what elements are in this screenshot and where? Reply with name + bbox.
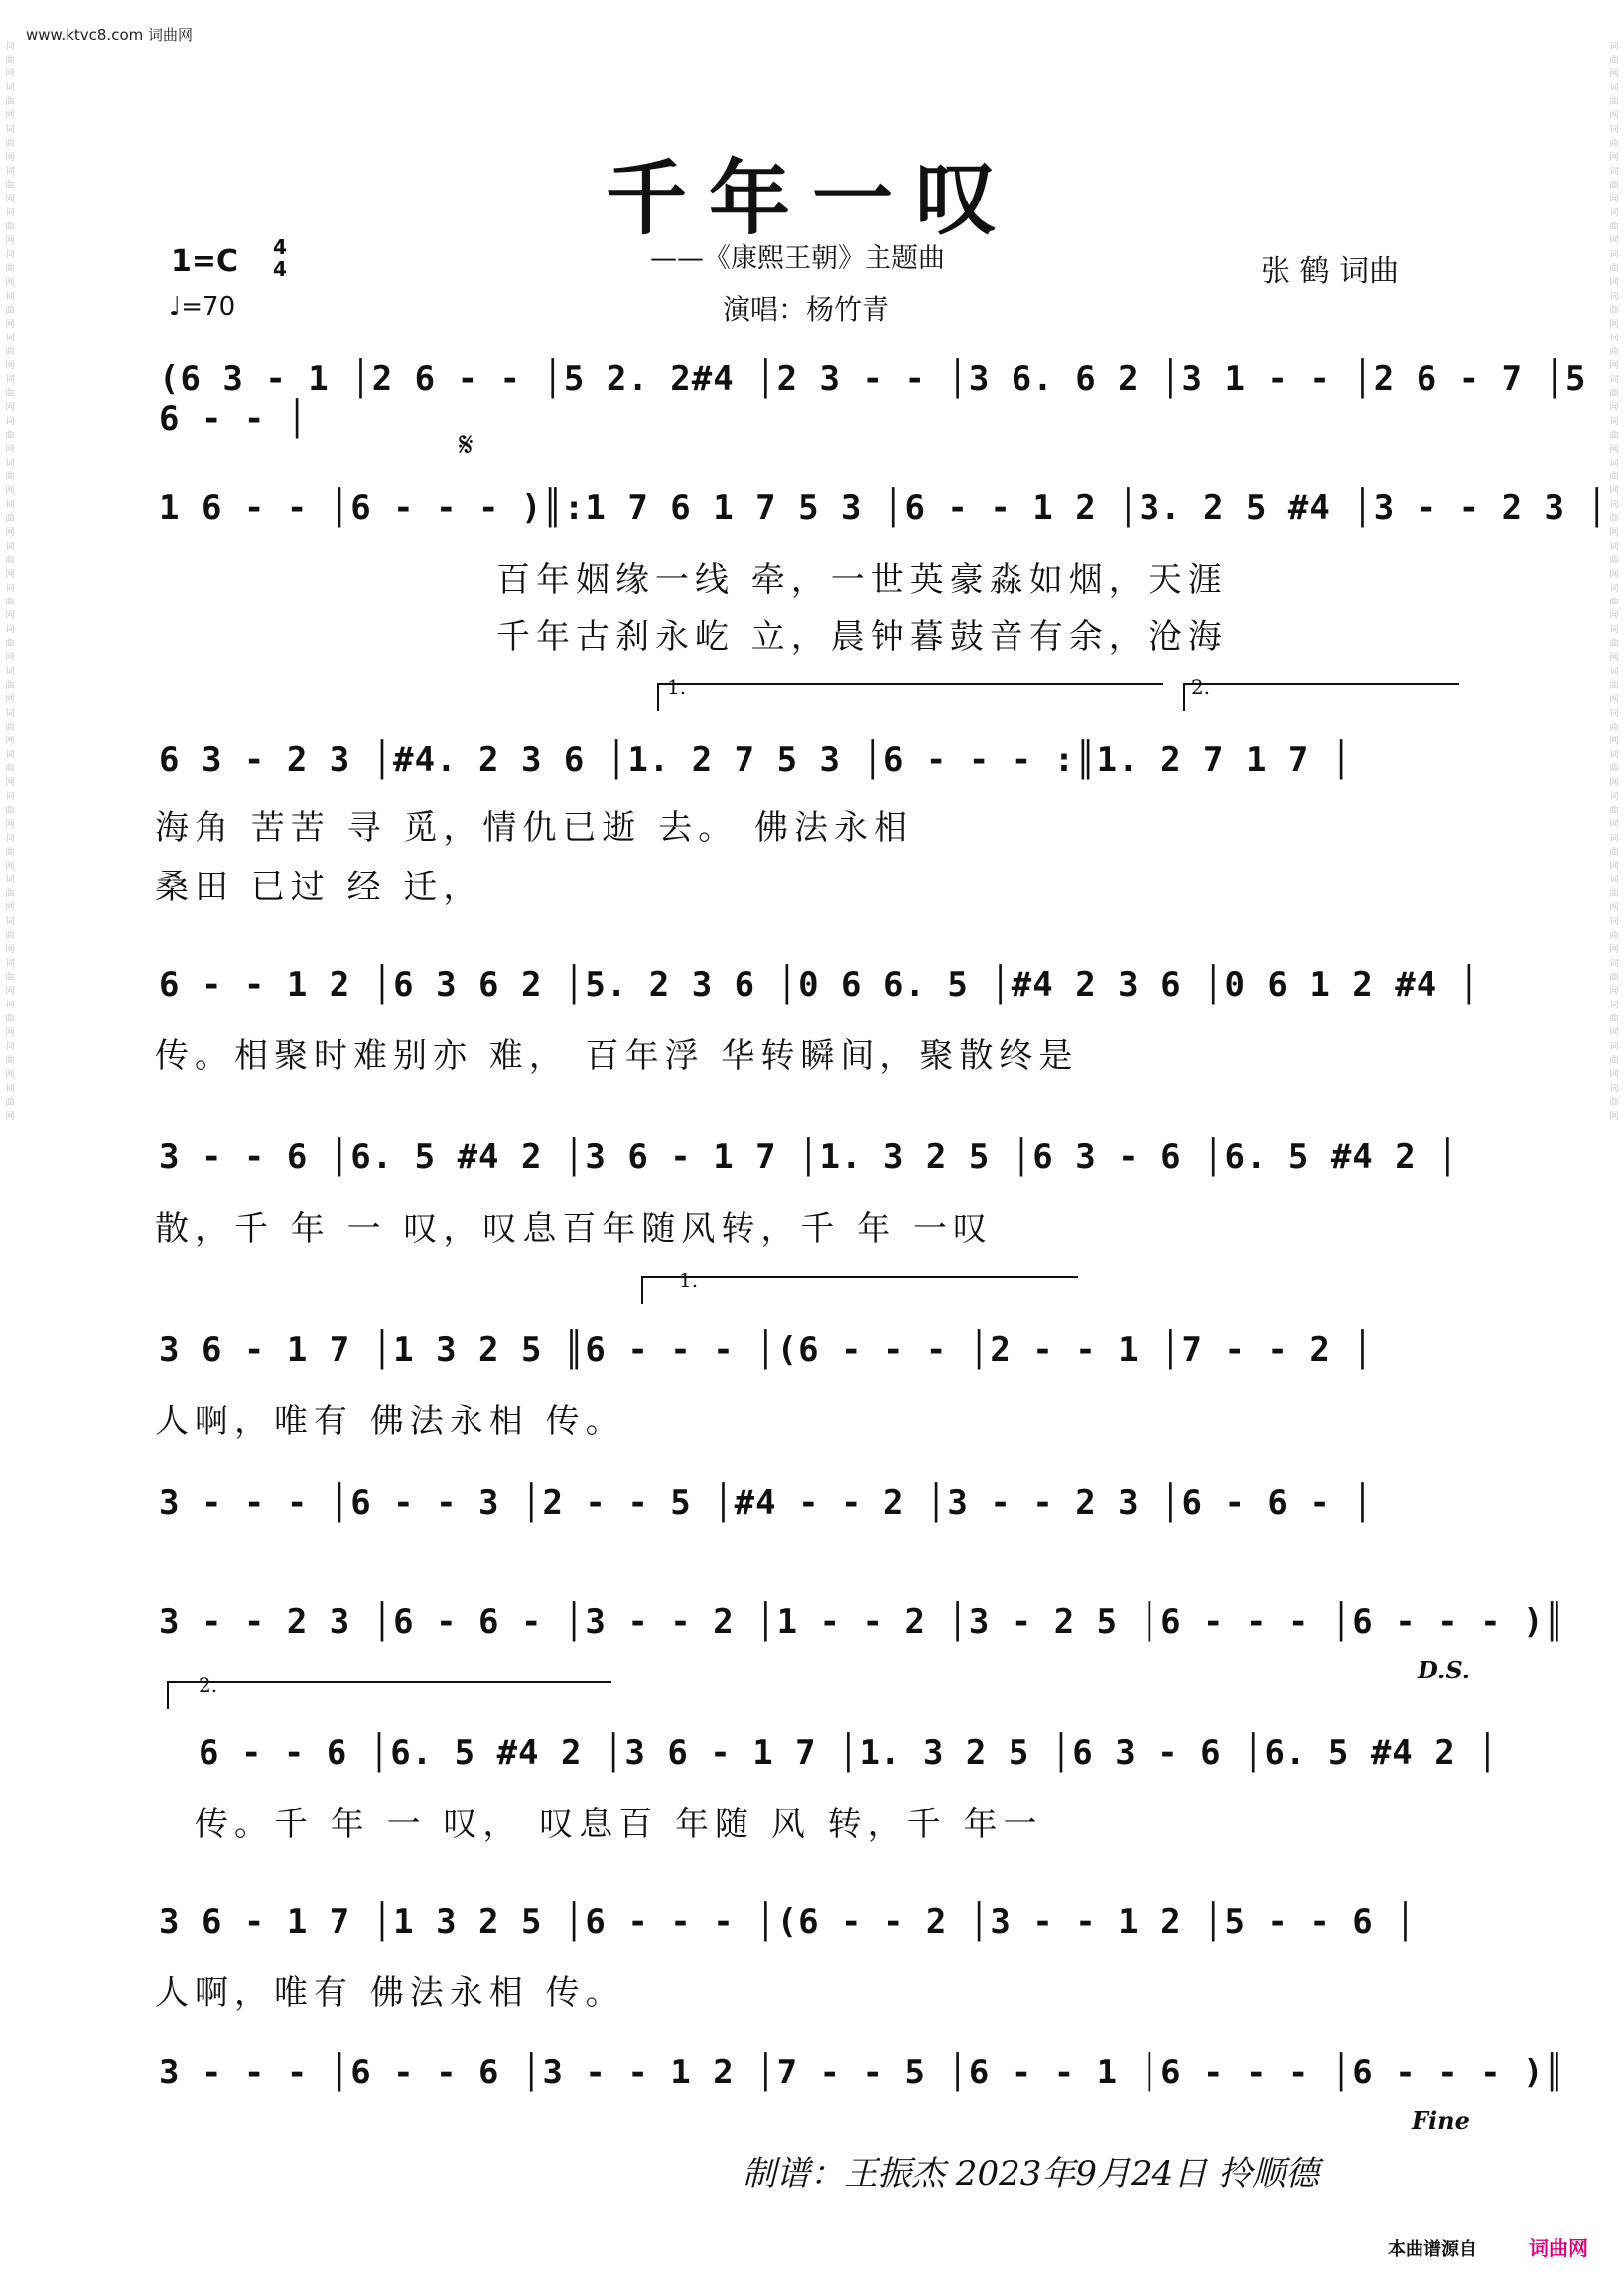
lyric-row-9: 传。千 年 一 叹， 叹息百 年随 风 转，千 年一 [195, 1805, 1043, 1844]
volta-1-bracket [657, 683, 659, 711]
score-row-2: 1 6 - - │6 - - - )║:1 7 6 1 7 5 3 │6 - - 1 2 │3. 2 5 #4 │3 - - 2 3 │ [159, 488, 1608, 528]
transcriber-credit: 制谱：王振杰 2023年9月24日 拎顺德 [743, 2154, 1320, 2194]
lyric-row-6: 人啊，唯有 佛法永相 传。 [155, 1402, 625, 1441]
lyric-row-10: 人啊，唯有 佛法永相 传。 [155, 1973, 625, 2013]
score-row-3: 6 3 - 2 3 │#4. 2 3 6 │1. 2 7 5 3 │6 - - - :║1. 2 7 1 7 │ [159, 740, 1353, 780]
lyric-row-2b: 千年古刹永屹 立，晨钟暮鼓音有余，沧海 [496, 617, 1228, 657]
score-row-4: 6 - - 1 2 │6 3 6 2 │5. 2 3 6 │0 6 6. 5 │#4 2 3 6 │0 6 1 2 #4 │ [159, 965, 1481, 1005]
segno-sign: 𝄋 [459, 425, 474, 465]
tempo-marking: ♩=70 [169, 292, 236, 322]
time-bottom: 4 [273, 257, 287, 281]
subtitle: ——《康熙王朝》主题曲 [650, 243, 945, 274]
site-url[interactable]: www.ktvc8.com 词曲网 [26, 26, 194, 44]
ds-marking: D.S. [1418, 1656, 1471, 1684]
score-row-10: 3 6 - 1 7 │1 3 2 5 │6 - - - │(6 - - 2 │3 - - 1 2 │5 - - 6 │ [159, 1902, 1417, 1942]
volta-1-label: 1. [667, 675, 687, 699]
score-row-11: 3 - - - │6 - - 6 │3 - - 1 2 │7 - - 5 │6 - - 1 │6 - - - │6 - - - )║ [159, 2053, 1566, 2092]
author-credit: 张 鹤 词曲 [1261, 254, 1400, 289]
volta-2b-line [167, 1681, 611, 1683]
brand-logo[interactable]: 词曲网 [1529, 2236, 1588, 2260]
side-watermark-right: 词曲网词曲网词曲网词曲网词曲网词曲网词曲网词曲网词曲网词曲网词曲网词曲网词曲网词曲网词曲网词曲网词曲网词曲网词曲网词曲网词曲网词曲网词曲网词曲网词曲网词曲网 [1609, 42, 1619, 1122]
volta-2b-bracket [167, 1681, 169, 1709]
fine-marking: Fine [1412, 2106, 1470, 2135]
song-title: 千年一叹 [605, 151, 1018, 246]
lyric-row-5: 散，千 年 一 叹，叹息百年随风转，千 年 一叹 [155, 1209, 994, 1249]
volta-1-line [657, 683, 1163, 685]
lyric-row-3b: 桑田 已过 经 迁， [155, 868, 483, 907]
volta-1b-label: 1. [679, 1269, 699, 1292]
score-row-6: 3 6 - 1 7 │1 3 2 5 ║6 - - - │(6 - - - │2 - - 1 │7 - - 2 │ [159, 1330, 1374, 1370]
lyric-row-2a: 百年姻缘一线 牵，一世英豪淼如烟，天涯 [496, 560, 1228, 600]
volta-2-label: 2. [1191, 675, 1211, 699]
volta-1b-bracket [641, 1276, 643, 1304]
score-row-9: 6 - - 6 │6. 5 #4 2 │3 6 - 1 7 │1. 3 2 5 │6 3 - 6 │6. 5 #4 2 │ [199, 1733, 1499, 1773]
singer-credit: 演唱：杨竹青 [723, 293, 890, 326]
time-top: 4 [273, 235, 287, 259]
key-signature: 1=C [171, 244, 239, 279]
source-label: 本曲谱源自 [1388, 2239, 1477, 2260]
volta-2-line [1183, 683, 1459, 685]
side-watermark-left: 词曲网词曲网词曲网词曲网词曲网词曲网词曲网词曲网词曲网词曲网词曲网词曲网词曲网词曲网词曲网词曲网词曲网词曲网词曲网词曲网词曲网词曲网词曲网词曲网词曲网词曲网 [5, 42, 15, 1122]
score-row-7: 3 - - - │6 - - 3 │2 - - 5 │#4 - - 2 │3 - - 2 3 │6 - 6 - │ [159, 1483, 1374, 1523]
lyric-row-4: 传。相聚时难别亦 难， 百年浮 华转瞬间，聚散终是 [155, 1036, 1079, 1076]
score-row-8: 3 - - 2 3 │6 - 6 - │3 - - 2 │1 - - 2 │3 - 2 5 │6 - - - │6 - - - )║ [159, 1602, 1566, 1642]
volta-2b-label: 2. [199, 1674, 218, 1697]
volta-1b-line [641, 1276, 1078, 1278]
score-row-1: (6 3 - 1 │2 6 - - │5 2. 2#4 │2 3 - - │3 6. 6 2 │3 1 - - │2 6 - 7 │5 6 - - │ [159, 359, 1587, 439]
score-row-5: 3 - - 6 │6. 5 #4 2 │3 6 - 1 7 │1. 3 2 5 │6 3 - 6 │6. 5 #4 2 │ [159, 1138, 1459, 1177]
volta-2-bracket [1183, 683, 1185, 711]
time-signature [273, 236, 287, 280]
lyric-row-3a: 海角 苦苦 寻 觅，情仇已逝 去。 佛法永相 [155, 808, 914, 848]
